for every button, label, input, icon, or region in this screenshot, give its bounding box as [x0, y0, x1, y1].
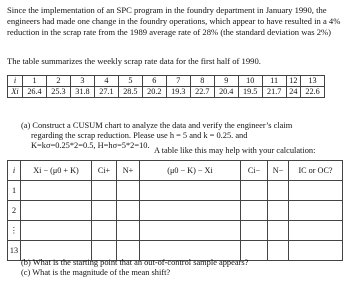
- index-cell: 3: [70, 76, 94, 87]
- cusum-table: [7, 160, 343, 261]
- value-cell: 28.5: [118, 87, 142, 98]
- part-c: (c) What is the magnitude of the mean shift?: [21, 268, 171, 277]
- intro-paragraph: Since the implementation of an SPC program in the foundry department in January 1990, the engineers had made one change in the foundry operations, which appear to have resulted in a 4% reduction in the scrap rate from the 1989 average rate of 28% (the standard deviation was 2%): [7, 5, 341, 37]
- value-cell: 19.5: [238, 87, 262, 98]
- cusum-header-row: [8, 161, 343, 181]
- col-ci-plus-header: Ci+: [92, 161, 117, 181]
- index-cell: 6: [142, 76, 166, 87]
- value-row: [8, 87, 325, 98]
- value-cell: 19.3: [166, 87, 190, 98]
- col-ci-minus-header: Ci−: [241, 161, 268, 181]
- value-cell: 22.7: [190, 87, 214, 98]
- index-row-label: i: [8, 76, 23, 87]
- cusum-row-index: 2: [8, 201, 21, 221]
- col-n-plus-header: N+: [117, 161, 140, 181]
- part-b: (b) What is the starting point that an out-of-control sample appears?: [21, 258, 249, 267]
- value-cell: 25.3: [46, 87, 70, 98]
- part-a-line3: K=kσ=0.25*2=0.5, H=hσ=5*2=10.: [31, 141, 150, 150]
- index-row: [8, 76, 325, 87]
- col-lower-minus-xi-header: (μ0 − K) − Xi: [140, 161, 241, 181]
- index-cell: 11: [262, 76, 286, 87]
- col-n-minus-header: N−: [268, 161, 289, 181]
- col-ic-oc-header: IC or OC?: [289, 161, 343, 181]
- value-cell: 31.8: [70, 87, 94, 98]
- part-a-line1: (a) Construct a CUSUM chart to analyze the data and verify the engineer’s claim: [21, 121, 293, 130]
- index-cell: 2: [46, 76, 70, 87]
- value-cell: 22.6: [301, 87, 325, 98]
- col-i-header: i: [8, 161, 21, 181]
- cusum-row-index: 13: [8, 241, 21, 261]
- index-cell: 12: [286, 76, 300, 87]
- index-cell: 9: [214, 76, 238, 87]
- value-cell: 21.7: [262, 87, 286, 98]
- value-cell: 20.2: [142, 87, 166, 98]
- index-cell: 8: [190, 76, 214, 87]
- col-xi-minus-upper-header: Xi − (μ0 + K): [21, 161, 92, 181]
- index-cell: 4: [94, 76, 118, 87]
- index-cell: 7: [166, 76, 190, 87]
- value-cell: 24: [286, 87, 300, 98]
- part-a-note: A table like this may help with your calculation:: [154, 146, 316, 155]
- cusum-row: [8, 181, 343, 201]
- value-cell: 20.4: [214, 87, 238, 98]
- value-cell: 26.4: [23, 87, 47, 98]
- value-cell: 27.1: [94, 87, 118, 98]
- cusum-row-index: ⋮: [8, 221, 21, 241]
- index-cell: 10: [238, 76, 262, 87]
- scrap-rate-table: [7, 75, 325, 98]
- index-cell: 13: [301, 76, 325, 87]
- cusum-row: [8, 201, 343, 221]
- index-cell: 5: [118, 76, 142, 87]
- value-row-label: Xi: [8, 87, 23, 98]
- part-a-line2: regarding the scrap reduction. Please use h = 5 and k = 0.25. and: [31, 131, 248, 140]
- cusum-row: [8, 221, 343, 241]
- index-cell: 1: [23, 76, 47, 87]
- cusum-row-index: 1: [8, 181, 21, 201]
- table-caption: The table summarizes the weekly scrap rate data for the first half of 1990.: [7, 56, 261, 66]
